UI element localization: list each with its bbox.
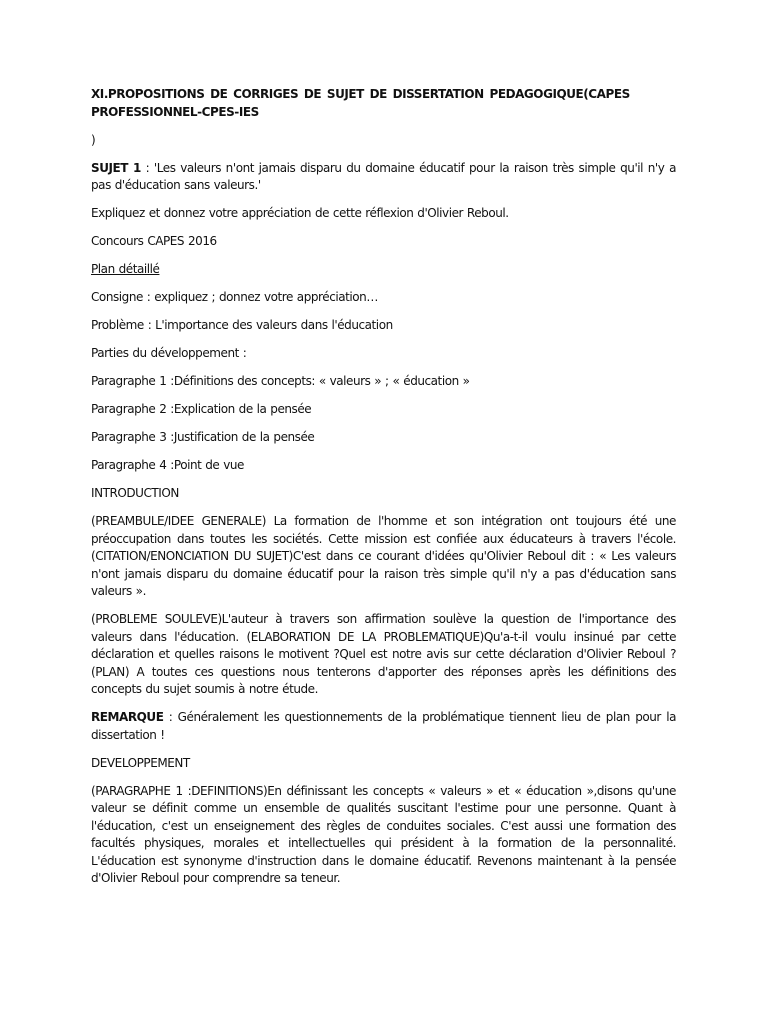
remarque-label: REMARQUE: [91, 710, 164, 724]
concours-text: Concours CAPES 2016: [91, 234, 217, 248]
probleme-text: Problème : L'importance des valeurs dans l'éducation: [91, 318, 393, 332]
sujet-text: : 'Les valeurs n'ont jamais disparu du domaine éducatif pour la raison très simple qu'il n'y a pas d'éducation sans valeurs.': [91, 160, 676, 192]
developpement-heading: DEVELOPPEMENT: [91, 755, 190, 770]
document-page: [91, 86, 676, 898]
introduction-paragraph-2: (PROBLEME SOULEVE)L'auteur à travers son affirmation soulève la question de l'importance des valeurs dans l'éducation. (ELABORATION DE LA PROBLEMATIQUE)Qu'a-t-il voulu insinué par cette déclaration et quelles raisons le motivent ?Quel est notre avis sur cette déclaration d'Olivier Reboul ?(PLAN) A toutes ces questions nous tenterons d'apporter des réponses après les définitions des concepts du sujet soumis à notre étude.: [91, 612, 676, 696]
introduction-paragraph-1: (PREAMBULE/IDEE GENERALE) La formation de l'homme et son intégration ont toujours été une préoccupation dans toutes les sociétés. Cette mission est confiée aux éducateurs à travers l'école. (CITATION/ENONCIATION DU SUJET)C'est dans ce courant d'idées qu'Olivier Reboul dit : « Les valeurs n'ont jamais disparu du domaine éducatif pour la raison très simple qu'il n'y a pas d'éducation sans valeurs ».: [91, 514, 676, 598]
developpement-paragraph-1: (PARAGRAPHE 1 :DEFINITIONS)En définissant les concepts « valeurs » et « éducation »,disons qu'une valeur se définit comme un ensemble de qualités suscitant l'estime pour une personne. Quant à l'éducation, c'est un enseignement des règles de conduites sociales. C'est aussi une formation des facultés physiques, morales et intellectuelles qui président à la formation de la personnalité. L'éducation est synonyme d'instruction dans le domaine éducatif. Revenons maintenant à la pensée d'Olivier Reboul pour comprendre sa teneur.: [91, 783, 676, 885]
consigne-text: Consigne : expliquez ; donnez votre appréciation…: [91, 290, 378, 304]
title-line-2: PROFESSIONNEL-CPES-IES: [91, 104, 259, 119]
sujet-label: SUJET 1: [91, 160, 141, 175]
parties-heading: Parties du développement :: [91, 346, 247, 360]
paragraphe-item-2: Paragraphe 2 :Explication de la pensée: [91, 402, 312, 416]
remarque-text: : Généralement les questionnements de la problématique tiennent lieu de plan pour la dissertation !: [91, 710, 676, 742]
paragraphe-item-4: Paragraphe 4 :Point de vue: [91, 458, 244, 472]
sujet-paragraph: [91, 160, 676, 195]
paragraphe-item-1: Paragraphe 1 :Définitions des concepts: « valeurs » ; « éducation »: [91, 374, 470, 388]
remarque-paragraph: [91, 709, 676, 744]
instruction-text: Expliquez et donnez votre appréciation de cette réflexion d'Olivier Reboul.: [91, 206, 509, 220]
document-title: [91, 86, 676, 121]
title-closing-paren: ): [91, 132, 96, 147]
title-line-1: XI.PROPOSITIONS DE CORRIGES DE SUJET DE DISSERTATION PEDAGOGIQUE(CAPES: [91, 87, 630, 101]
paragraphe-item-3: Paragraphe 3 :Justification de la pensée: [91, 430, 315, 444]
introduction-heading: INTRODUCTION: [91, 486, 179, 500]
plan-heading: Plan détaillé: [91, 262, 160, 276]
